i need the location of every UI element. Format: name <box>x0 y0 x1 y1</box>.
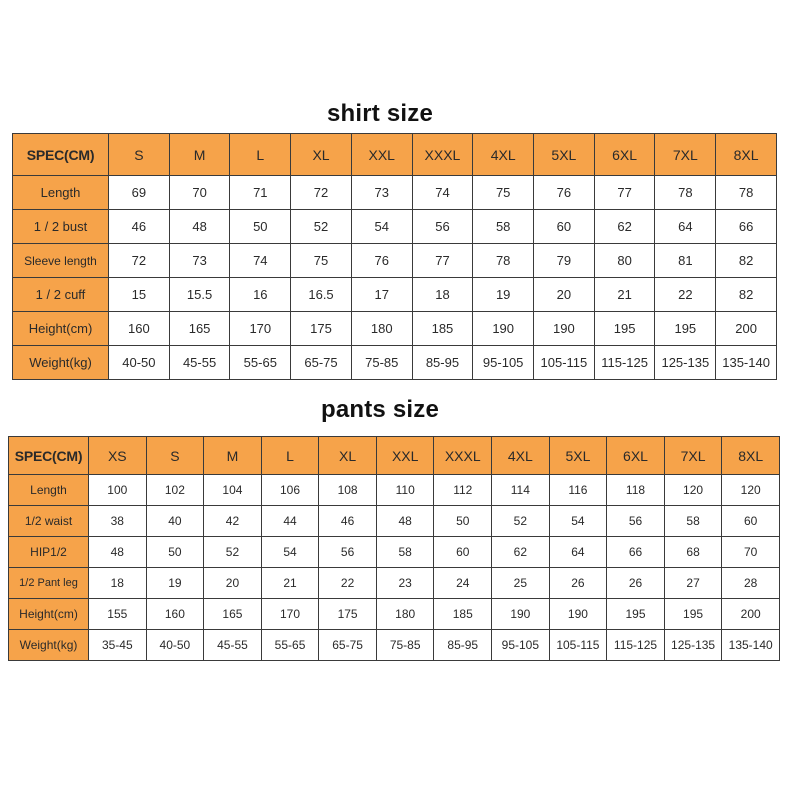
pants-table-cell: 60 <box>434 537 492 568</box>
shirt-table-cell: 79 <box>534 244 595 278</box>
pants-table-cell: 110 <box>376 475 434 506</box>
shirt-table-cell: 170 <box>230 312 291 346</box>
shirt-size-header: XL <box>291 134 352 176</box>
shirt-table-cell: 135-140 <box>716 346 777 380</box>
pants-table-cell: 54 <box>261 537 319 568</box>
pants-table-cell: 105-115 <box>549 630 607 661</box>
pants-table-cell: 25 <box>492 568 550 599</box>
shirt-table-cell: 85-95 <box>412 346 473 380</box>
shirt-table-cell: 125-135 <box>655 346 716 380</box>
pants-table-cell: 38 <box>89 506 147 537</box>
pants-size-header: 4XL <box>492 437 550 475</box>
shirt-table-cell: 55-65 <box>230 346 291 380</box>
shirt-size-table <box>12 133 777 380</box>
shirt-table-cell: 160 <box>109 312 170 346</box>
shirt-table-cell: 175 <box>291 312 352 346</box>
pants-table-cell: 20 <box>204 568 262 599</box>
shirt-size-header: 6XL <box>594 134 655 176</box>
pants-size-header: 8XL <box>722 437 780 475</box>
shirt-table-cell: 72 <box>291 176 352 210</box>
pants-table-row <box>9 475 780 506</box>
pants-size-header: M <box>204 437 262 475</box>
shirt-table-cell: 69 <box>109 176 170 210</box>
shirt-table-cell: 56 <box>412 210 473 244</box>
shirt-table-cell: 60 <box>534 210 595 244</box>
pants-row-label: Length <box>9 475 89 506</box>
shirt-table-cell: 190 <box>534 312 595 346</box>
shirt-table-cell: 64 <box>655 210 716 244</box>
pants-size-header: 5XL <box>549 437 607 475</box>
pants-table-cell: 180 <box>376 599 434 630</box>
pants-table-cell: 21 <box>261 568 319 599</box>
pants-table-cell: 23 <box>376 568 434 599</box>
shirt-table-cell: 72 <box>109 244 170 278</box>
shirt-table-cell: 200 <box>716 312 777 346</box>
shirt-table-cell: 65-75 <box>291 346 352 380</box>
shirt-row-label: Sleeve length <box>13 244 109 278</box>
pants-table-cell: 190 <box>549 599 607 630</box>
pants-table-cell: 64 <box>549 537 607 568</box>
shirt-table-cell: 71 <box>230 176 291 210</box>
pants-table-cell: 185 <box>434 599 492 630</box>
shirt-header-row <box>13 134 777 176</box>
shirt-table-cell: 70 <box>169 176 230 210</box>
pants-table-cell: 19 <box>146 568 204 599</box>
shirt-table-cell: 73 <box>169 244 230 278</box>
pants-table-cell: 120 <box>722 475 780 506</box>
pants-table-cell: 54 <box>549 506 607 537</box>
shirt-size-header: XXL <box>351 134 412 176</box>
pants-table-cell: 104 <box>204 475 262 506</box>
pants-table-cell: 56 <box>607 506 665 537</box>
shirt-table-cell: 82 <box>716 278 777 312</box>
pants-table-cell: 55-65 <box>261 630 319 661</box>
shirt-table-cell: 46 <box>109 210 170 244</box>
pants-spec-header: SPEC(CM) <box>9 437 89 475</box>
shirt-table-row <box>13 312 777 346</box>
pants-table-cell: 35-45 <box>89 630 147 661</box>
pants-row-label: 1/2 Pant leg <box>9 568 89 599</box>
pants-table-cell: 106 <box>261 475 319 506</box>
pants-table-cell: 114 <box>492 475 550 506</box>
shirt-table-cell: 15 <box>109 278 170 312</box>
shirt-table-row <box>13 176 777 210</box>
shirt-table-cell: 48 <box>169 210 230 244</box>
shirt-row-label: Length <box>13 176 109 210</box>
shirt-row-label: Height(cm) <box>13 312 109 346</box>
pants-table-cell: 70 <box>722 537 780 568</box>
shirt-table-cell: 62 <box>594 210 655 244</box>
pants-table-row <box>9 630 780 661</box>
pants-table-cell: 60 <box>722 506 780 537</box>
pants-table-cell: 22 <box>319 568 377 599</box>
pants-size-header: XS <box>89 437 147 475</box>
pants-table-cell: 26 <box>607 568 665 599</box>
pants-header-row <box>9 437 780 475</box>
shirt-table-cell: 22 <box>655 278 716 312</box>
shirt-size-header: S <box>109 134 170 176</box>
shirt-size-header: L <box>230 134 291 176</box>
pants-table-cell: 26 <box>549 568 607 599</box>
pants-size-table <box>8 436 780 661</box>
shirt-table-cell: 190 <box>473 312 534 346</box>
pants-table-cell: 108 <box>319 475 377 506</box>
pants-table-cell: 65-75 <box>319 630 377 661</box>
shirt-row-label: Weight(kg) <box>13 346 109 380</box>
pants-size-header: XXXL <box>434 437 492 475</box>
shirt-table-cell: 15.5 <box>169 278 230 312</box>
pants-table-cell: 24 <box>434 568 492 599</box>
pants-table-cell: 52 <box>492 506 550 537</box>
pants-table-cell: 165 <box>204 599 262 630</box>
shirt-table-row <box>13 210 777 244</box>
pants-table-cell: 95-105 <box>492 630 550 661</box>
shirt-size-header: 5XL <box>534 134 595 176</box>
pants-table-cell: 40 <box>146 506 204 537</box>
pants-size-header: S <box>146 437 204 475</box>
shirt-table-cell: 74 <box>230 244 291 278</box>
pants-size-header: XXL <box>376 437 434 475</box>
pants-size-title: pants size <box>320 396 440 423</box>
shirt-table-cell: 77 <box>412 244 473 278</box>
pants-table-cell: 56 <box>319 537 377 568</box>
shirt-table-row <box>13 346 777 380</box>
shirt-table-cell: 78 <box>473 244 534 278</box>
shirt-size-header: XXXL <box>412 134 473 176</box>
pants-table-cell: 135-140 <box>722 630 780 661</box>
pants-table-cell: 48 <box>89 537 147 568</box>
shirt-table-cell: 95-105 <box>473 346 534 380</box>
shirt-table-cell: 16 <box>230 278 291 312</box>
shirt-table-cell: 52 <box>291 210 352 244</box>
shirt-size-header: 4XL <box>473 134 534 176</box>
pants-table-cell: 116 <box>549 475 607 506</box>
pants-table-cell: 125-135 <box>664 630 722 661</box>
pants-table-cell: 160 <box>146 599 204 630</box>
pants-table-cell: 170 <box>261 599 319 630</box>
shirt-table-cell: 180 <box>351 312 412 346</box>
shirt-table-cell: 76 <box>351 244 412 278</box>
pants-table-cell: 18 <box>89 568 147 599</box>
pants-row-label: Weight(kg) <box>9 630 89 661</box>
shirt-table-cell: 78 <box>716 176 777 210</box>
pants-table-row <box>9 568 780 599</box>
pants-table-row <box>9 537 780 568</box>
pants-table-cell: 58 <box>664 506 722 537</box>
shirt-table-cell: 19 <box>473 278 534 312</box>
pants-table-cell: 195 <box>607 599 665 630</box>
shirt-table-cell: 16.5 <box>291 278 352 312</box>
shirt-table-cell: 18 <box>412 278 473 312</box>
pants-size-header: 7XL <box>664 437 722 475</box>
shirt-spec-header: SPEC(CM) <box>13 134 109 176</box>
pants-table-cell: 52 <box>204 537 262 568</box>
pants-size-header: 6XL <box>607 437 665 475</box>
pants-table-cell: 42 <box>204 506 262 537</box>
shirt-table-row <box>13 244 777 278</box>
shirt-table-cell: 165 <box>169 312 230 346</box>
shirt-table-cell: 75 <box>291 244 352 278</box>
shirt-row-label: 1 / 2 cuff <box>13 278 109 312</box>
shirt-table-cell: 75 <box>473 176 534 210</box>
shirt-table-cell: 195 <box>594 312 655 346</box>
pants-size-header: L <box>261 437 319 475</box>
pants-table-cell: 28 <box>722 568 780 599</box>
pants-table-cell: 190 <box>492 599 550 630</box>
pants-table-cell: 27 <box>664 568 722 599</box>
pants-table-cell: 102 <box>146 475 204 506</box>
shirt-table-row <box>13 278 777 312</box>
pants-table-cell: 46 <box>319 506 377 537</box>
pants-table-cell: 85-95 <box>434 630 492 661</box>
pants-row-label: HIP1/2 <box>9 537 89 568</box>
pants-table-cell: 195 <box>664 599 722 630</box>
shirt-table-cell: 40-50 <box>109 346 170 380</box>
pants-table-cell: 45-55 <box>204 630 262 661</box>
shirt-table-cell: 73 <box>351 176 412 210</box>
shirt-table-cell: 81 <box>655 244 716 278</box>
pants-table-cell: 75-85 <box>376 630 434 661</box>
pants-row-label: Height(cm) <box>9 599 89 630</box>
pants-table-cell: 50 <box>146 537 204 568</box>
shirt-table-cell: 74 <box>412 176 473 210</box>
pants-table-cell: 200 <box>722 599 780 630</box>
shirt-row-label: 1 / 2 bust <box>13 210 109 244</box>
shirt-table-cell: 115-125 <box>594 346 655 380</box>
pants-table-row <box>9 506 780 537</box>
shirt-table-cell: 17 <box>351 278 412 312</box>
pants-table-cell: 112 <box>434 475 492 506</box>
pants-table-cell: 66 <box>607 537 665 568</box>
shirt-table-cell: 66 <box>716 210 777 244</box>
pants-table-cell: 155 <box>89 599 147 630</box>
pants-table-cell: 50 <box>434 506 492 537</box>
shirt-table-cell: 80 <box>594 244 655 278</box>
pants-table-cell: 120 <box>664 475 722 506</box>
pants-table-cell: 40-50 <box>146 630 204 661</box>
shirt-table-cell: 45-55 <box>169 346 230 380</box>
shirt-table-cell: 50 <box>230 210 291 244</box>
shirt-table-cell: 54 <box>351 210 412 244</box>
shirt-table-cell: 75-85 <box>351 346 412 380</box>
pants-table-cell: 68 <box>664 537 722 568</box>
shirt-table-cell: 78 <box>655 176 716 210</box>
pants-table-cell: 44 <box>261 506 319 537</box>
shirt-size-header: 8XL <box>716 134 777 176</box>
pants-table-cell: 100 <box>89 475 147 506</box>
pants-size-header: XL <box>319 437 377 475</box>
pants-table-cell: 58 <box>376 537 434 568</box>
shirt-table-cell: 77 <box>594 176 655 210</box>
pants-table-cell: 115-125 <box>607 630 665 661</box>
pants-table-cell: 62 <box>492 537 550 568</box>
pants-table-cell: 175 <box>319 599 377 630</box>
shirt-table-cell: 76 <box>534 176 595 210</box>
pants-table-row <box>9 599 780 630</box>
pants-table-cell: 118 <box>607 475 665 506</box>
shirt-table-cell: 58 <box>473 210 534 244</box>
shirt-size-title: shirt size <box>326 100 434 127</box>
shirt-table-cell: 21 <box>594 278 655 312</box>
shirt-size-header: M <box>169 134 230 176</box>
shirt-table-cell: 185 <box>412 312 473 346</box>
shirt-table-cell: 195 <box>655 312 716 346</box>
shirt-table-cell: 82 <box>716 244 777 278</box>
shirt-table-cell: 20 <box>534 278 595 312</box>
shirt-table-cell: 105-115 <box>534 346 595 380</box>
shirt-size-header: 7XL <box>655 134 716 176</box>
pants-table-cell: 48 <box>376 506 434 537</box>
pants-row-label: 1/2 waist <box>9 506 89 537</box>
